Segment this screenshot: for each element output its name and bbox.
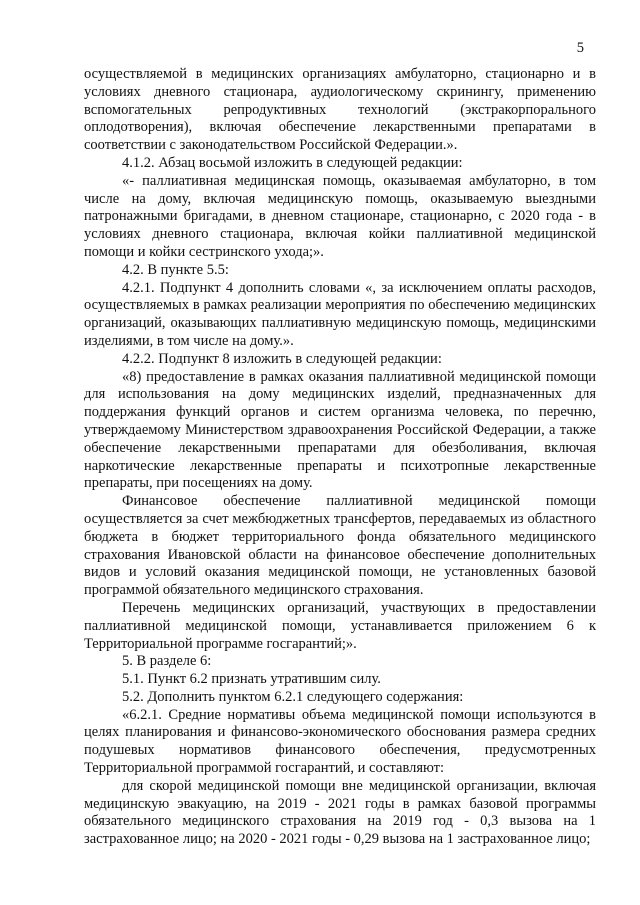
paragraph-3: «- паллиативная медицинская помощь, оказываемая амбулаторно, в том числе на дому, включая медицинскую помощь, оказываемую выездными патронажными бригадами, в дневном стационаре, стационарно, с 2020 года - в условиях дневного стационара, включая койки паллиативной медицинской помощи и койки сестринского ухода;». [84,172,596,260]
paragraph-13: «6.2.1. Средние нормативы объема медицинской помощи используются в целях планирования и финансово-экономического обоснования размера средних подушевых нормативов финансового обеспечения, предусмотренных Территориальной программой госгарантий, и составляют: [84,706,596,777]
paragraph-1: осуществляемой в медицинских организациях амбулаторно, стационарно и в условиях дневного стационара, аудиологическому скринингу, применению вспомогательных репродуктивных технологий (экстракорпорального оплодотворения), включая обеспечение лекарственными препаратами в соответствии с законодательством Российской Федерации.». [84,66,596,154]
paragraph-6: 4.2.2. Подпункт 8 изложить в следующей редакции: [122,350,442,367]
paragraph-7: «8) предоставление в рамках оказания паллиативной медицинской помощи для использования на дому медицинских изделий, предназначенных для поддержания функций органов и систем организма человека, по перечню, утверждаемому Министерством здравоохранения Российской Федерации, а также обеспечение лекарственными препаратами для обезболивания, включая наркотические лекарственные препараты и психотропные лекарственные препараты, при посещениях на дому. [84,368,596,492]
paragraph-5: 4.2.1. Подпункт 4 дополнить словами «, за исключением оплаты расходов, осуществляемых в рамках реализации мероприятия по обеспечению медицинских организаций, оказывающих паллиативную медицинскую помощь, медицинскими изделиями, в том числе на дому.». [84,279,596,349]
paragraph-2: 4.1.2. Абзац восьмой изложить в следующей редакции: [122,154,463,171]
page-number: 5 [576,40,584,56]
paragraph-11: 5.1. Пункт 6.2 признать утратившим силу. [122,671,381,688]
paragraph-12: 5.2. Дополнить пунктом 6.2.1 следующего содержания: [122,688,464,705]
document-body [84,66,596,849]
paragraph-14: для скорой медицинской помощи вне медицинской организации, включая медицинскую эвакуацию, на 2019 - 2021 годы в рамках базовой программы обязательного медицинского страхования на 2019 год - 0,3 вызова на 1 застрахованное лицо; на 2020 - 2021 годы - 0,29 вызова на 1 застрахованное лицо; [84,777,596,848]
paragraph-9: Перечень медицинских организаций, участвующих в предоставлении паллиативной медицинской помощи, устанавливается приложением 6 к Территориальной программе госгарантий;». [84,599,596,652]
paragraph-4: 4.2. В пункте 5.5: [122,261,229,278]
paragraph-8: Финансовое обеспечение паллиативной медицинской помощи осуществляется за счет межбюджетных трансфертов, передаваемых из областного бюджета в бюджет территориального фонда обязательного медицинского страхования Ивановской области на финансовое обеспечение дополнительных видов и условий оказания медицинской помощи, не установленных базовой программой обязательного медицинского страхования. [84,493,596,599]
paragraph-10: 5. В разделе 6: [122,653,212,670]
